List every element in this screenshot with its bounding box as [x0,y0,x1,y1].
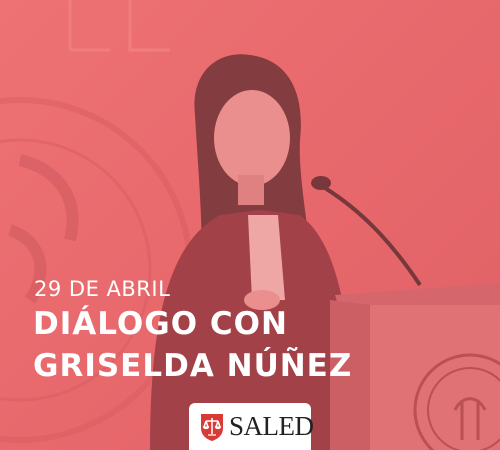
scales-shield-icon [199,412,225,442]
event-title-line-2: GRISELDA NÚÑEZ [33,348,353,384]
brand-logo [189,403,314,450]
event-date: 29 DE ABRIL [34,277,171,301]
event-title-line-1: DIÁLOGO CON [33,306,288,342]
brand-name: SALED [229,411,314,441]
